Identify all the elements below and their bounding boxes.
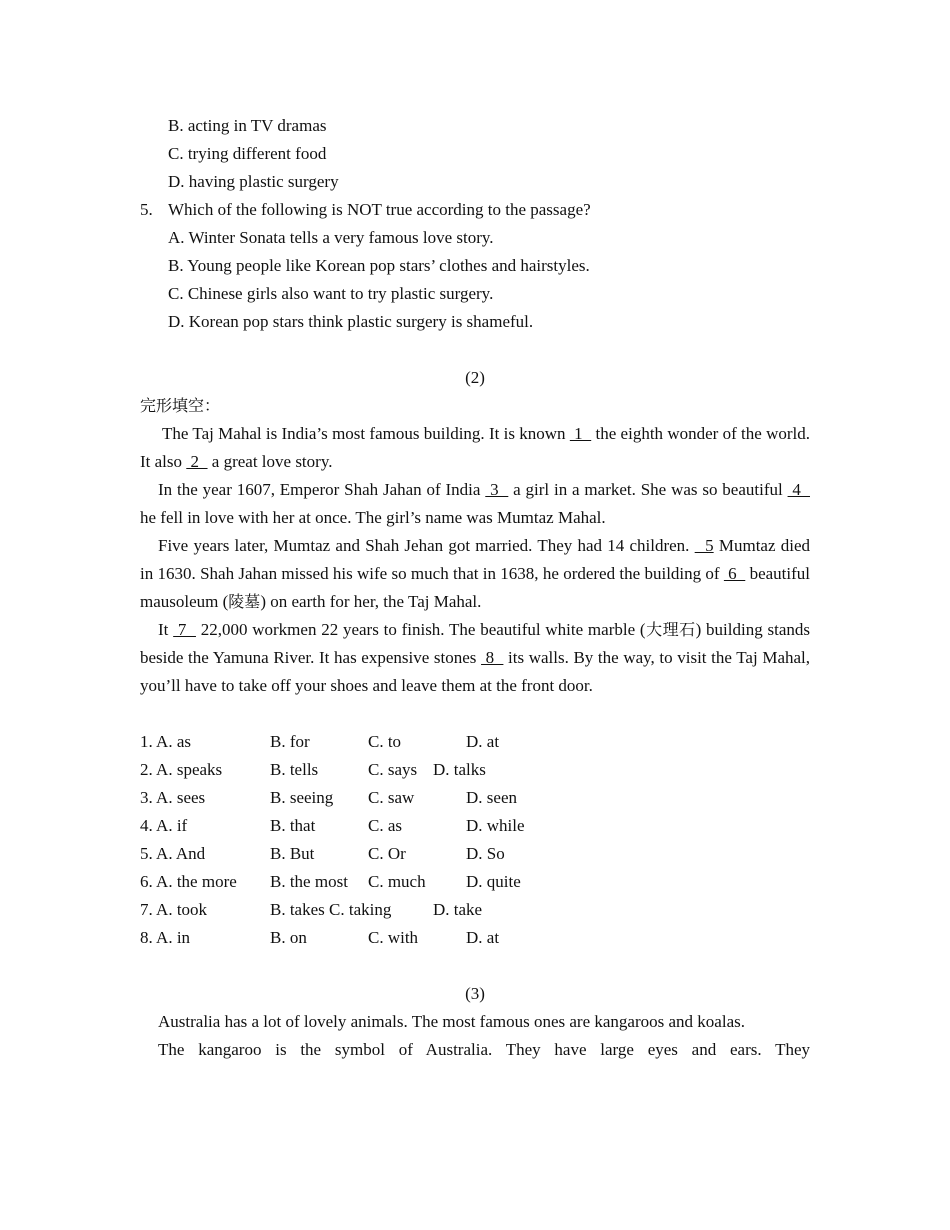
spacer <box>140 952 810 980</box>
cloze-option-row-5: 5. A. And B. But C. Or D. So <box>140 844 505 863</box>
cloze-option-row-3: 3. A. sees B. seeing C. saw D. seen <box>140 788 517 807</box>
option-5d: D. Korean pop stars think plastic surgery is shameful. <box>168 312 534 331</box>
question-number: 5. <box>140 200 153 219</box>
section-3-paragraph-1: Australia has a lot of lovely animals. The most famous ones are kangaroos and koalas. <box>158 1012 745 1031</box>
section-3-paragraph-2: The kangaroo is the symbol of Australia. They have large eyes and ears. They <box>158 1040 810 1059</box>
blank-5: 5 <box>694 536 714 555</box>
question-5 <box>140 196 810 336</box>
section-2-heading: (2) <box>465 368 485 387</box>
cloze-option-row-4: 4. A. if B. that C. as D. while <box>140 816 525 835</box>
passage-paragraph-3: Five years later, Mumtaz and Shah Jehan got married. They had 14 children. 5 Mumtaz died in 1630. Shah Jahan missed his wife so much that in 1638, he ordered the building of 6 beautiful mausoleum (陵墓) on earth for her, the Taj Mahal. <box>140 536 811 611</box>
cloze-option-row-6: 6. A. the more B. the most C. much D. quite <box>140 872 521 891</box>
passage-paragraph-2: In the year 1607, Emperor Shah Jahan of India 3 a girl in a market. She was so beautiful 4 he fell in love with her at once. The girl’s name was Mumtaz Mahal. <box>140 480 810 527</box>
option-4d: D. having plastic surgery <box>168 172 339 191</box>
blank-1: 1 <box>569 424 592 443</box>
cloze-options <box>140 728 810 952</box>
cloze-option-row-2: 2. A. speaks B. tells C. says D. talks <box>140 760 486 779</box>
option-5b: B. Young people like Korean pop stars’ clothes and hairstyles. <box>168 256 590 275</box>
option-4b: B. acting in TV dramas <box>168 116 327 135</box>
document-page <box>140 112 810 1064</box>
question-text: Which of the following is NOT true according to the passage? <box>168 200 591 219</box>
section-2-label: 完形填空： <box>140 396 221 415</box>
question-5-stem <box>140 196 810 224</box>
spacer <box>140 336 810 364</box>
question-4-options <box>140 112 810 196</box>
option-4c: C. trying different food <box>168 144 327 163</box>
passage-paragraph-1: The Taj Mahal is India’s most famous building. It is known 1 the eighth wonder of the world. It also 2 a great love story. <box>140 424 811 471</box>
blank-8: 8 <box>481 648 504 667</box>
passage-paragraph-4: It 7 22,000 workmen 22 years to finish. The beautiful white marble (大理石) building stands beside the Yamuna River. It has expensive stones 8 its walls. By the way, to visit the Taj Mahal, you’ll have to take off your shoes and leave them at the front door. <box>140 620 811 695</box>
blank-2: 2 <box>186 452 208 471</box>
cloze-option-row-7: 7. A. took B. takes C. taking D. take <box>140 900 483 919</box>
section-3-heading: (3) <box>465 984 485 1003</box>
spacer <box>140 700 810 728</box>
blank-4: 4 <box>787 480 810 499</box>
cloze-option-row-8: 8. A. in B. on C. with D. at <box>140 928 500 947</box>
blank-6: 6 <box>723 564 746 583</box>
cloze-option-row-1: 1. A. as B. for C. to D. at <box>140 732 500 751</box>
option-5a: A. Winter Sonata tells a very famous love story. <box>168 228 494 247</box>
blank-7: 7 <box>173 620 196 639</box>
option-5c: C. Chinese girls also want to try plastic surgery. <box>168 284 494 303</box>
blank-3: 3 <box>485 480 509 499</box>
